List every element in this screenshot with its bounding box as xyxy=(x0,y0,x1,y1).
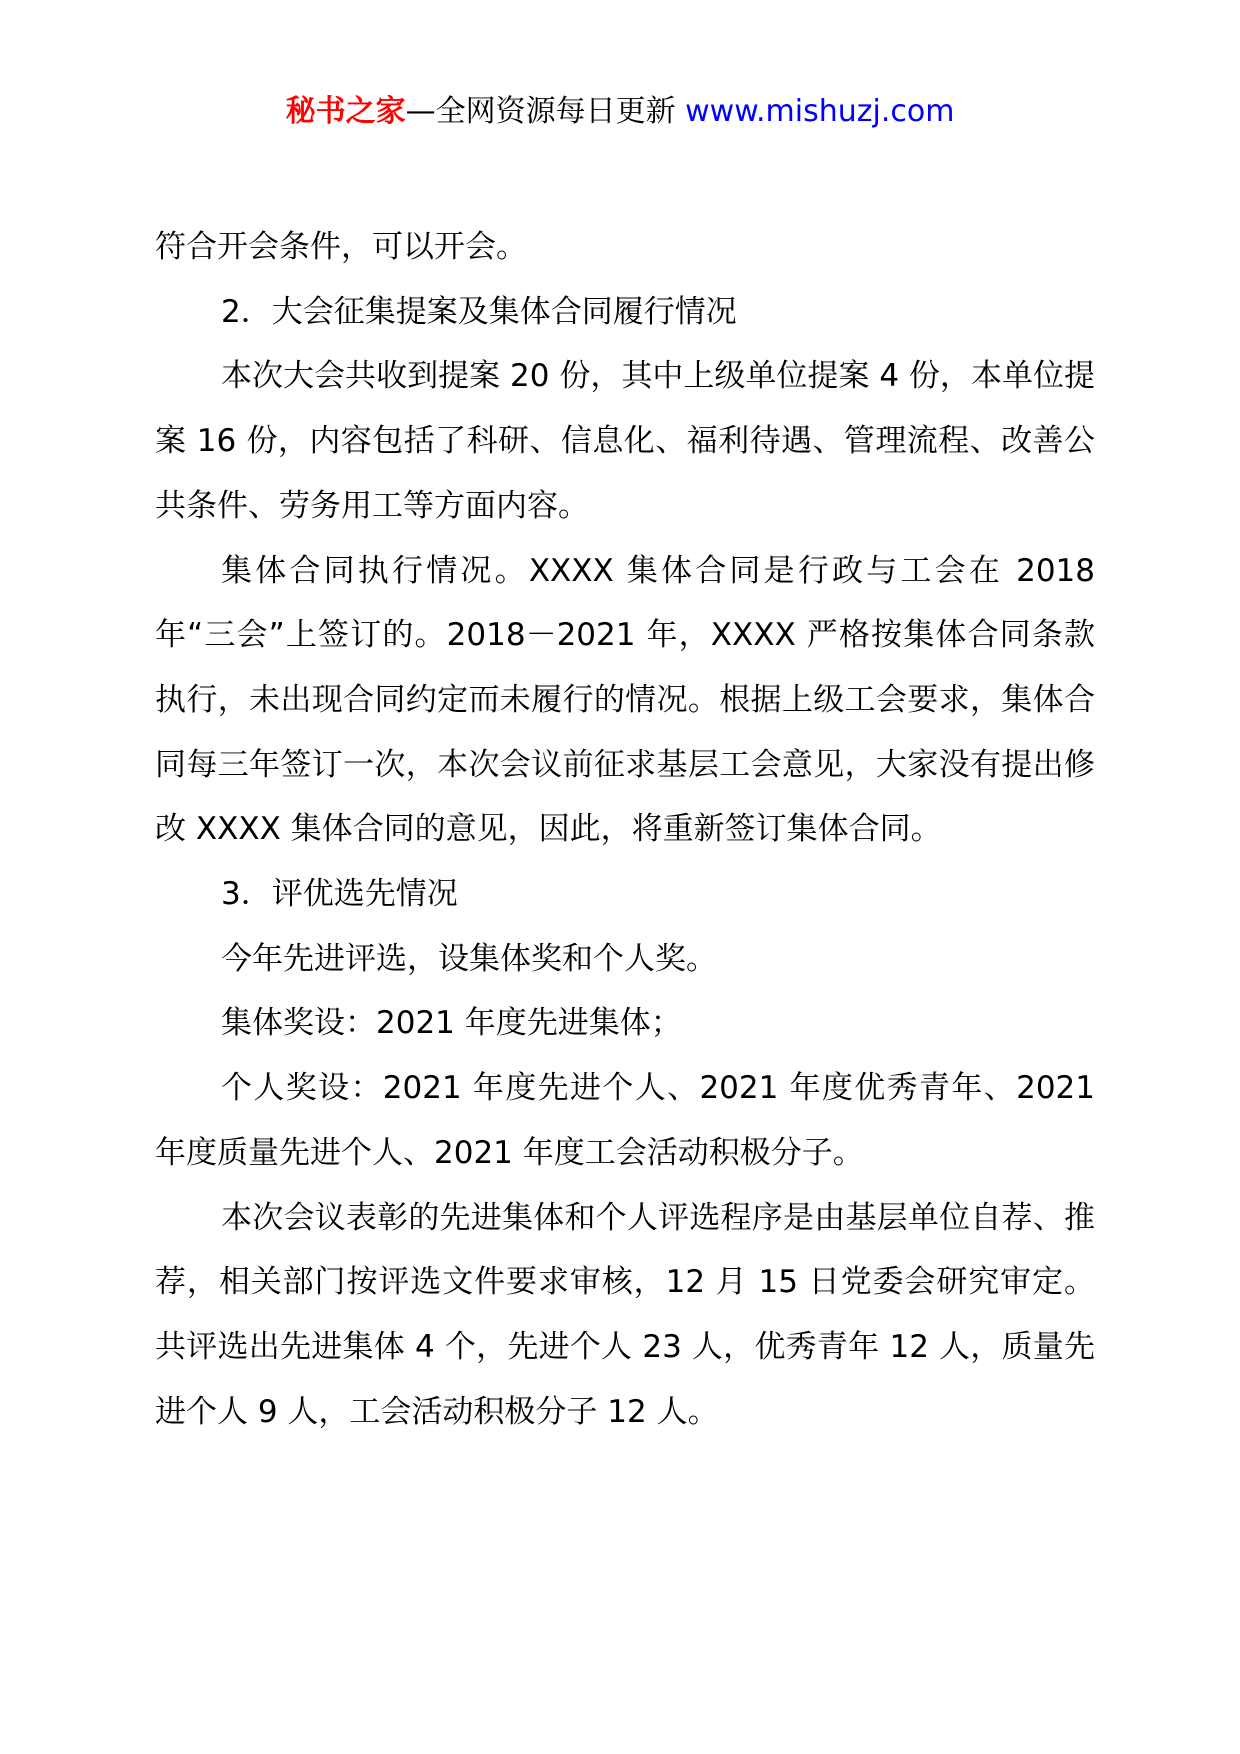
paragraph-selection-process: 本次会议表彰的先进集体和个人评选程序是由基层单位自荐、推荐，相关部门按评选文件要求审核，12 月 15 日党委会研究审定。共评选出先进集体 4 个，先进个人 23 人，优秀青年 12 人，质量先进个人 9 人，工会活动积极分子 12 人。 xyxy=(155,1199,1095,1430)
paragraph-awards-intro: 今年先进评选，设集体奖和个人奖。 xyxy=(221,940,717,977)
site-url-link[interactable]: www.mishuzj.com xyxy=(685,94,955,129)
page-header xyxy=(0,92,1240,132)
paragraph-continuation: 符合开会条件，可以开会。 xyxy=(155,229,527,265)
section-heading-awards: 3．评优选先情况 xyxy=(221,876,458,913)
section-heading-proposals: 2．大会征集提案及集体合同履行情况 xyxy=(221,293,737,330)
paragraph-individual-award: 个人奖设：2021 年度先进个人、2021 年度优秀青年、2021 年度质量先进个人、2021 年度工会活动积极分子。 xyxy=(155,1070,1095,1171)
paragraph-contract: 集体合同执行情况。XXXX 集体合同是行政与工会在 2018 年“三会”上签订的。2018－2021 年，XXXX 严格按集体合同条款执行，未出现合同约定而未履行的情况。根据上级工会要求，集体合同每三年签订一次，本次会议前征求基层工会意见，大家没有提出修改 XXXX 集体合同的意见，因此，将重新签订集体合同。 xyxy=(155,552,1095,848)
header-slogan: —全网资源每日更新 xyxy=(405,94,686,129)
document-body xyxy=(155,215,1095,1444)
brand-name: 秘书之家 xyxy=(285,94,406,129)
paragraph-collective-award: 集体奖设：2021 年度先进集体； xyxy=(221,1005,682,1042)
paragraph-proposals: 本次大会共收到提案 20 份，其中上级单位提案 4 份，本单位提案 16 份，内容包括了科研、信息化、福利待遇、管理流程、改善公共条件、劳务用工等方面内容。 xyxy=(155,358,1095,524)
